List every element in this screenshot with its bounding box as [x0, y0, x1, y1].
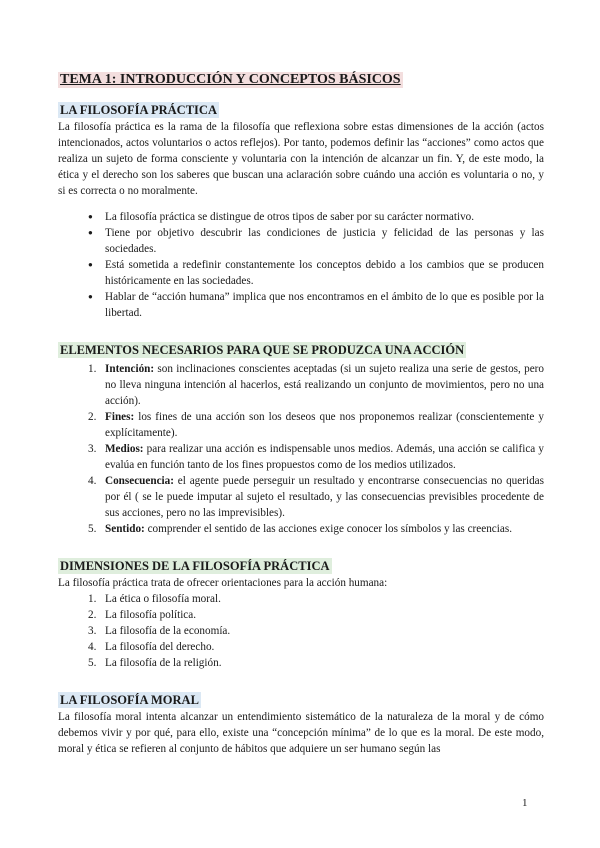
list-item — [88, 521, 544, 537]
list-text: La filosofía del derecho. — [105, 641, 215, 653]
list-item: ● Está sometida a redefinir constantemente los conceptos debido a los cambios que se producen históricamente en las sociedades. — [105, 257, 544, 289]
list-term: Fines: — [105, 411, 135, 423]
section-heading: LA FILOSOFÍA PRÁCTICA — [60, 103, 217, 117]
bullet-list — [58, 209, 544, 321]
list-text: comprender el sentido de las acciones exige conocer los símbolos y las creencias. — [144, 523, 512, 535]
list-number: 4. — [88, 475, 97, 487]
list-number: 3. — [88, 625, 97, 637]
list-text: La ética o filosofía moral. — [105, 593, 221, 605]
list-item — [88, 623, 544, 639]
section-elementos — [58, 341, 544, 537]
list-number: 2. — [88, 411, 97, 423]
list-text: La filosofía de la economía. — [105, 625, 231, 637]
list-item — [88, 441, 544, 473]
list-item — [88, 473, 544, 521]
list-item — [88, 607, 544, 623]
list-text: son inclinaciones conscientes aceptadas (si un sujeto realiza una serie de gestos, pero no lleva ninguna intención al hacerlos, está realizando un conjunto de movimientos, pero no una acción). — [105, 363, 544, 407]
section-heading: ELEMENTOS NECESARIOS PARA QUE SE PRODUZCA UNA ACCIÓN — [60, 343, 465, 357]
numbered-list — [58, 591, 544, 671]
list-text: el agente puede perseguir un resultado y encontrarse consecuencias no queridas por él ( se le puede imputar al sujeto el resultado, y las consecuencias previsibles procedente de sus acciones, pero no las imprevisibles). — [105, 475, 544, 519]
list-item — [88, 409, 544, 441]
list-item — [88, 655, 544, 671]
section-heading: LA FILOSOFÍA MORAL — [60, 693, 199, 707]
section-dimensiones — [58, 557, 544, 671]
list-text: La filosofía política. — [105, 609, 197, 621]
list-term: Consecuencia: — [105, 475, 174, 487]
list-term: Intención: — [105, 363, 155, 375]
list-number: 5. — [88, 657, 97, 669]
list-text: los fines de una acción son los deseos que nos proponemos realizar (conscientemente y explícitamente). — [105, 411, 544, 439]
document-page — [58, 70, 544, 757]
numbered-list — [58, 361, 544, 537]
list-item: ● Tiene por objetivo descubrir las condiciones de justicia y felicidad de las personas y las sociedades. — [105, 225, 544, 257]
paragraph: La filosofía práctica trata de ofrecer orientaciones para la acción humana: — [58, 577, 388, 589]
list-item — [88, 361, 544, 409]
document-title: TEMA 1: INTRODUCCIÓN Y CONCEPTOS BÁSICOS — [60, 72, 401, 87]
list-text: La filosofía de la religión. — [105, 657, 222, 669]
list-number: 1. — [88, 593, 97, 605]
list-item — [88, 639, 544, 655]
paragraph: La filosofía práctica es la rama de la filosofía que reflexiona sobre estas dimensiones de la acción (actos intencionados, actos voluntarios o actos reflejos). Por tanto, podemos definir las “acciones” como actos que realiza un sujeto de forma consciente y voluntaria con la intención de alcanzar un fin. Y, de este modo, la ética y el derecho son los saberes que buscan una aclaración sobre cuándo una acción es voluntaria o no, y si es correcta o no moralmente. — [58, 121, 544, 197]
list-number: 1. — [88, 363, 97, 375]
list-item: ● Hablar de “acción humana” implica que nos encontramos en el ámbito de lo que es posible por la libertad. — [105, 289, 544, 321]
list-number: 4. — [88, 641, 97, 653]
list-number: 2. — [88, 609, 97, 621]
section-filosofia-moral — [58, 691, 544, 757]
list-text: para realizar una acción es indispensable unos medios. Además, una acción se califica y evalúa en función tanto de los fines propuestos como de los medios utilizados. — [105, 443, 544, 471]
paragraph: La filosofía moral intenta alcanzar un entendimiento sistemático de la naturaleza de la moral y de cómo debemos vivir y por qué, para ello, existe una “concepción mínima” de lo que es la moral. De este modo, moral y ética se refieren al conjunto de hábitos que adquiere un ser humano según las — [58, 711, 544, 755]
section-heading: DIMENSIONES DE LA FILOSOFÍA PRÁCTICA — [60, 559, 330, 573]
list-term: Medios: — [105, 443, 144, 455]
list-number: 5. — [88, 523, 97, 535]
list-item — [88, 591, 544, 607]
section-filosofia-practica — [58, 101, 544, 321]
page-number: 1 — [522, 797, 528, 809]
list-number: 3. — [88, 443, 97, 455]
list-term: Sentido: — [105, 523, 145, 535]
list-item: ● La filosofía práctica se distingue de otros tipos de saber por su carácter normativo. — [105, 209, 544, 225]
